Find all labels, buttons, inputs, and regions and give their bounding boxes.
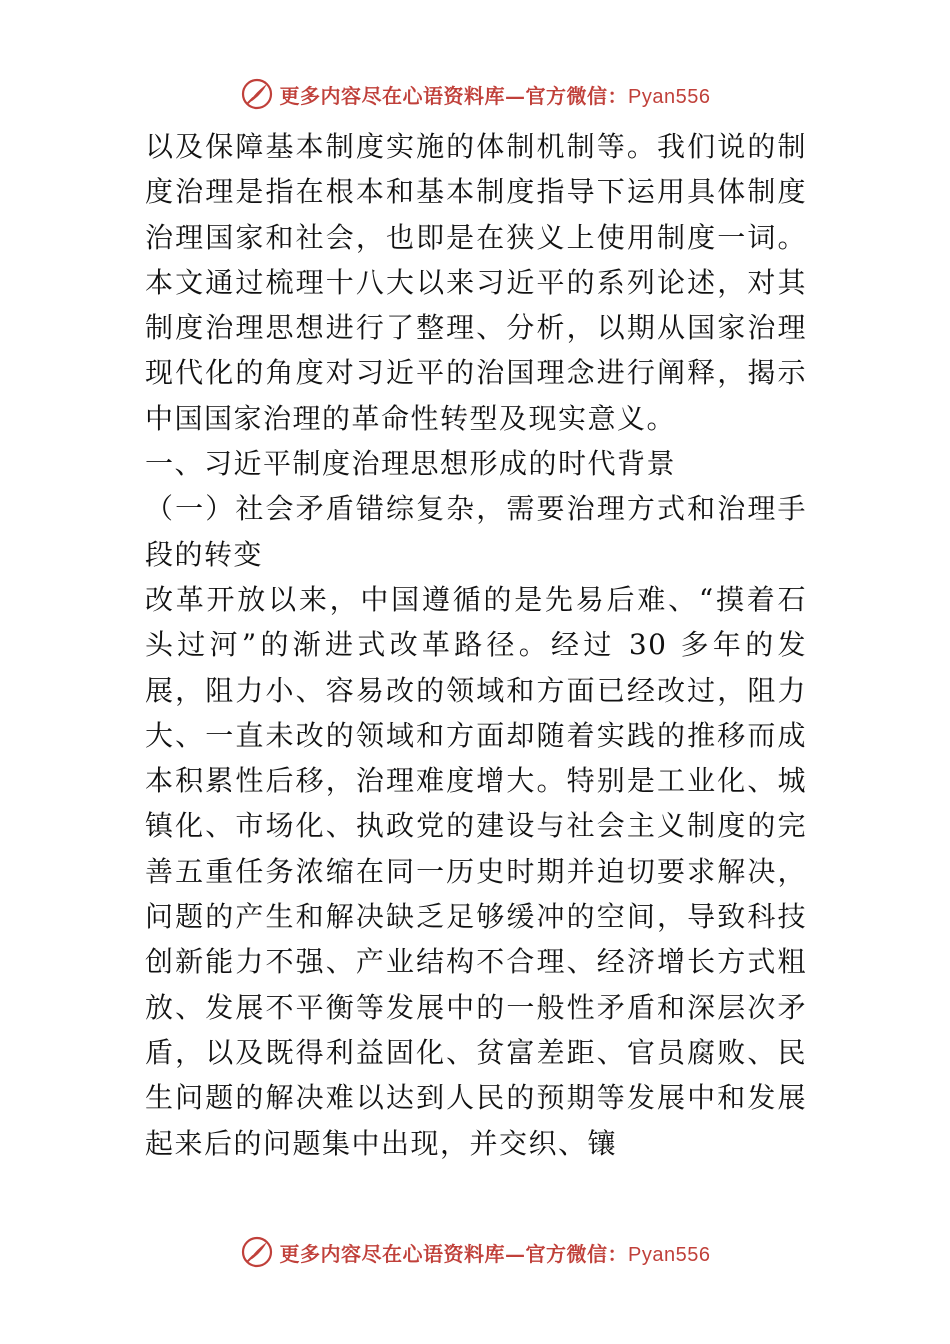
banner-text: 更多内容尽在心语资料库—官方微信：Pyan556	[279, 1241, 711, 1266]
paragraph-body: 改革开放以来，中国遵循的是先易后难、“摸着石头过河”的渐进式改革路径。经过 30 多年的发展，阻力小、容易改的领域和方面已经改过，阻力大、一直未改的领域和方面却随着实践的推移而成本积累性后移，治理难度增大。特别是工业化、城镇化、市场化、执政党的建设与社会主义制度的完善五重任务浓缩在同一历史时期并迫切要求解决，问题的产生和解决缺乏足够缓冲的空间，导致科技创新能力不强、产业结构不合理、经济增长方式粗放、发展不平衡等发展中的一般性矛盾和深层次矛盾，以及既得利益固化、贫富差距、官员腐败、民生问题的解决难以达到人民的预期等发展中和发展起来后的问题集中出现，并交织、镶	[145, 582, 807, 1160]
quill-seal-icon	[240, 1235, 274, 1269]
footer-banner	[0, 1232, 950, 1272]
banner-text: 更多内容尽在心语资料库—官方微信：Pyan556	[279, 83, 711, 108]
section-heading: 一、习近平制度治理思想形成的时代背景	[145, 447, 677, 481]
paragraph-intro: 以及保障基本制度实施的体制机制等。我们说的制度治理是指在根本和基本制度指导下运用具体制度治理国家和社会，也即是在狭义上使用制度一词。本文通过梳理十八大以来习近平的系列论述，对其制度治理思想进行了整理、分析，以期从国家治理现代化的角度对习近平的治国理念进行阐释，揭示中国国家治理的革命性转型及现实意义。	[145, 130, 807, 435]
quill-seal-icon	[240, 77, 274, 111]
subsection-heading: （一）社会矛盾错综复杂，需要治理方式和治理手段的转变	[145, 492, 807, 571]
wechat-id: Pyan556	[628, 1243, 711, 1266]
wechat-id: Pyan556	[628, 85, 711, 108]
header-banner	[0, 74, 950, 114]
document-body	[145, 124, 807, 1166]
